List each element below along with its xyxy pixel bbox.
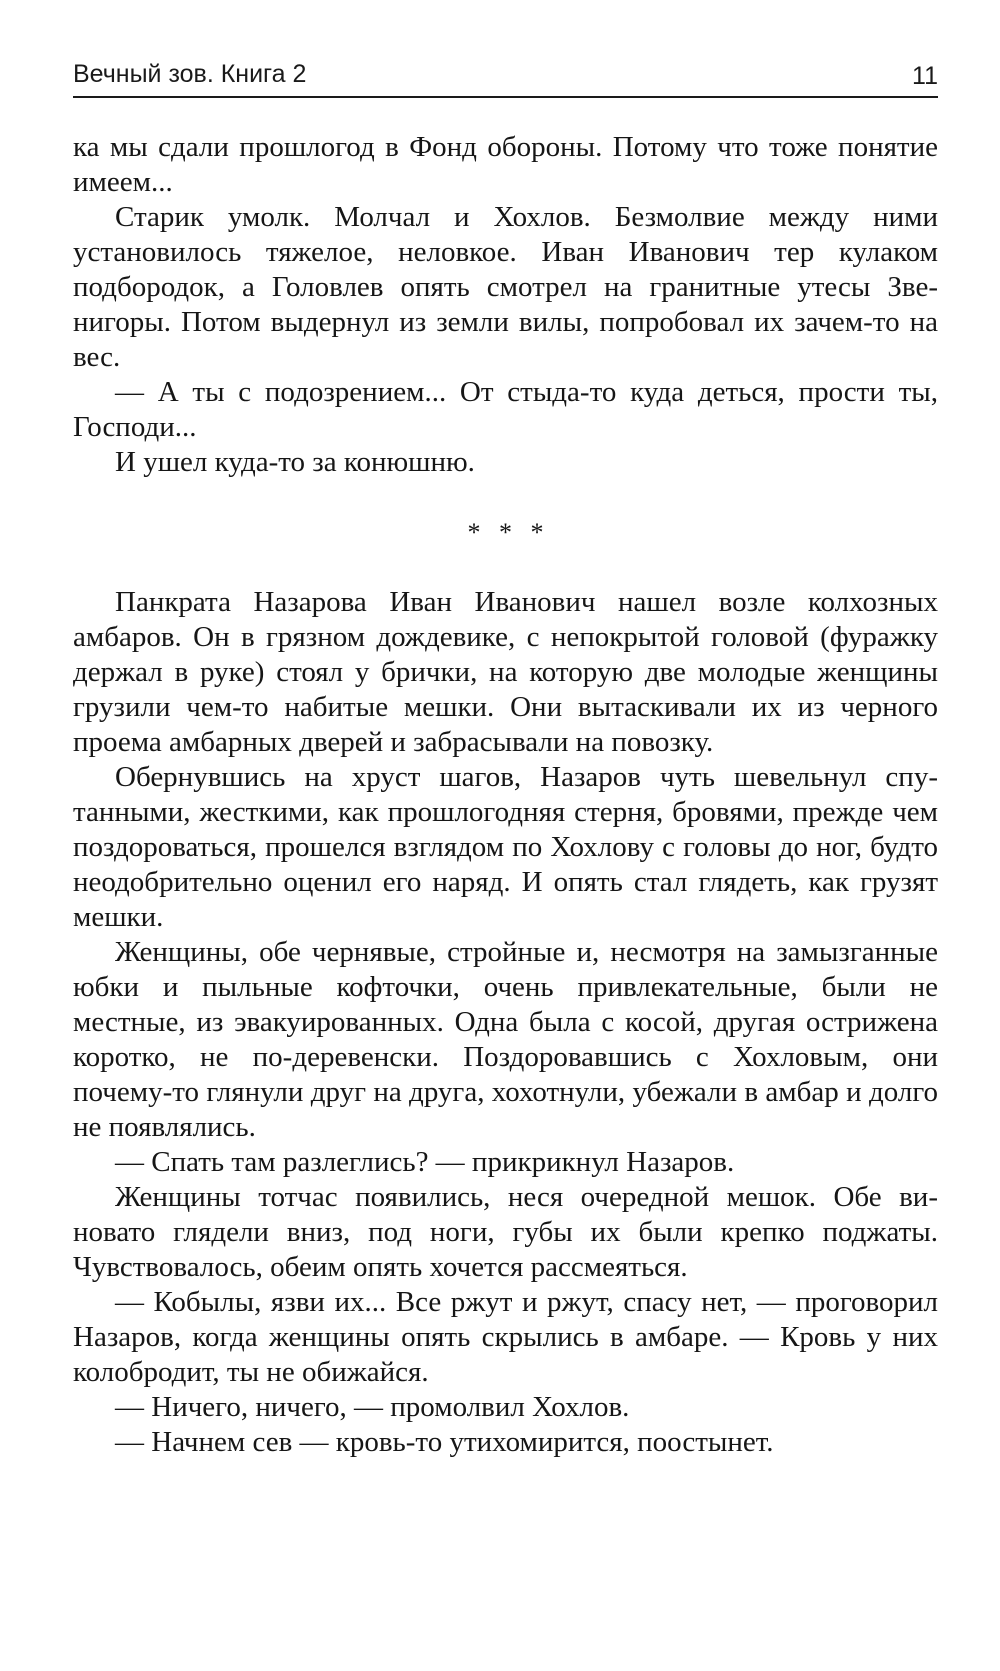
page-number: 11 bbox=[912, 62, 938, 90]
section-separator: * * * bbox=[467, 518, 550, 547]
paragraph: Женщины тотчас появились, неся очередной мешок. Обе виновато глядели вниз, под ноги, губы их были крепко поджаты. Чувствовалось, обеим опять хочется рассмеяться. bbox=[73, 1181, 938, 1283]
running-header bbox=[73, 52, 938, 98]
paragraph: Женщины, обе чернявые, стройные и, несмотря на замызганные юбки и пыльные кофточки, очень привлекательные, были не местные, из эвакуированных. Одна была с косой, другая острижена коротко, не по-деревенски. Поздоровавшись с Хохловым, они почему-то глянули друг на друга, хохотнули, убежали в амбар и долго не появлялись. bbox=[73, 936, 938, 1143]
paragraph: Обернувшись на хруст шагов, Назаров чуть шевельнул спутанными, жесткими, как прошлогодняя стерня, бровями, прежде чем поздороваться, прошелся взглядом по Хохлову с головы до ног, будто неодобрительно оценил его наряд. И опять стал глядеть, как грузят мешки. bbox=[73, 761, 938, 933]
paragraph: — А ты с подозрением... От стыда-то куда деться, прости ты, Господи... bbox=[73, 376, 938, 443]
paragraph: И ушел куда-то за конюшню. bbox=[115, 446, 475, 478]
paragraph: Старик умолк. Молчал и Хохлов. Безмолвие между ними установилось тяжелое, неловкое. Иван Иванович тер кулаком подбородок, а Головлев опять смотрел на гранитные утесы Звенигоры. Потом выдернул из земли вилы, попробовал их зачем-то на вес. bbox=[73, 201, 938, 373]
book-title: Вечный зов. Книга 2 bbox=[73, 60, 307, 88]
paragraph: — Начнем сев — кровь-то утихомирится, поостынет. bbox=[115, 1426, 774, 1458]
paragraph: ка мы сдали прошлогод в Фонд обороны. Потому что тоже понятие имеем... bbox=[73, 131, 938, 198]
paragraph: Панкрата Назарова Иван Иванович нашел возле колхозных амбаров. Он в грязном дождевике, с непокрытой головой (фуражку держал в руке) стоял у брички, на которую две молодые женщины грузили чем-то набитые мешки. Они вытаскивали их из черного проема амбарных дверей и забрасывали на повозку. bbox=[73, 586, 938, 758]
paragraph: — Ничего, ничего, — промолвил Хохлов. bbox=[115, 1391, 630, 1423]
paragraph: — Кобылы, язви их... Все ржут и ржут, спасу нет, — проговорил Назаров, когда женщины опять скрылись в амбаре. — Кровь у них колобродит, ты не обижайся. bbox=[73, 1286, 938, 1388]
body-text bbox=[73, 130, 938, 1460]
paragraph: — Спать там разлеглись? — прикрикнул Назаров. bbox=[115, 1146, 735, 1178]
